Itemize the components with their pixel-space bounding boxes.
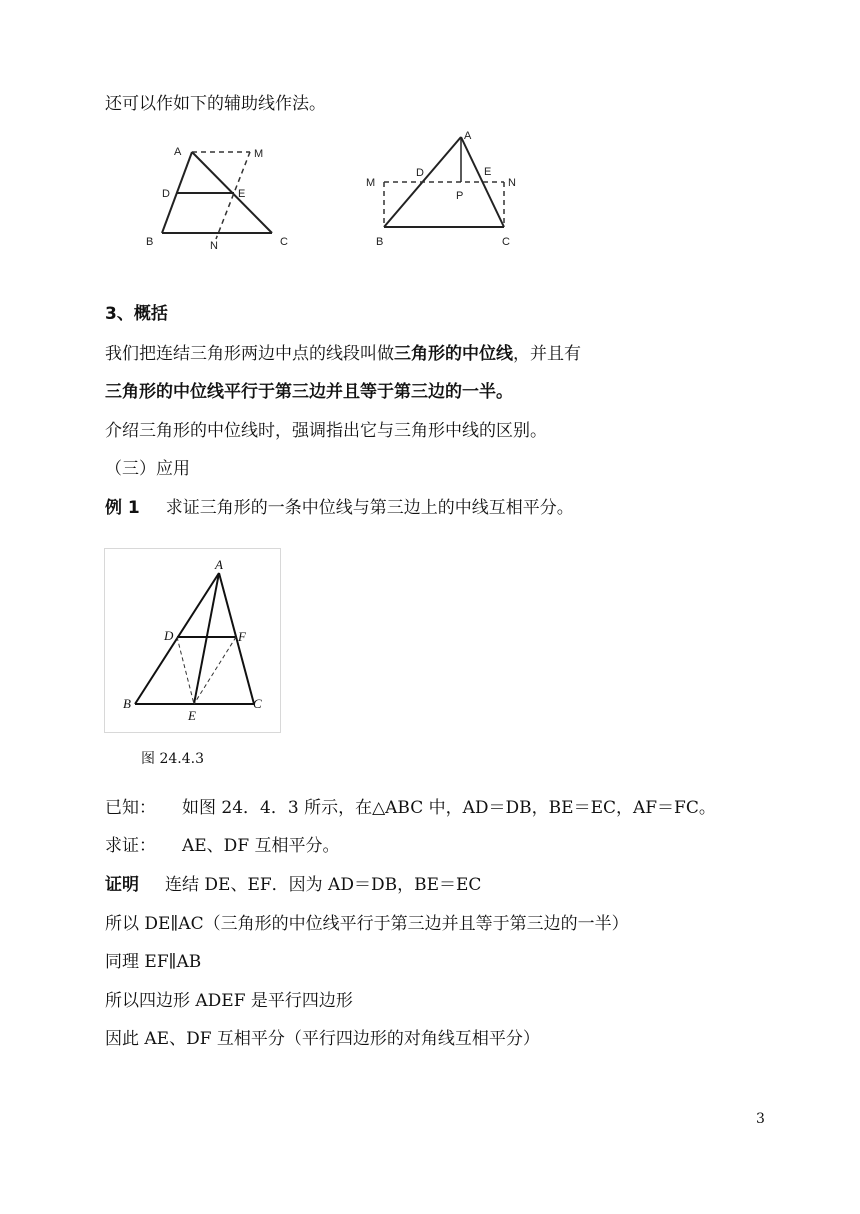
label-F: F bbox=[238, 629, 246, 644]
label-C: C bbox=[253, 696, 262, 711]
application-heading: （三）应用 bbox=[105, 459, 190, 479]
label-D: D bbox=[416, 167, 424, 179]
given-label: 已知： bbox=[105, 798, 156, 818]
label-E: E bbox=[238, 188, 246, 200]
proof-label: 证明 bbox=[105, 875, 139, 895]
label-C: C bbox=[502, 236, 510, 248]
summary-line-1-post: ，并且有 bbox=[513, 344, 581, 364]
given-line bbox=[105, 796, 716, 820]
prove-text: AE、DF 互相平分。 bbox=[182, 836, 340, 856]
example-text: 求证三角形的一条中位线与第三边上的中线互相平分。 bbox=[165, 498, 574, 518]
proof-line-5: 因此 AE、DF 互相平分（平行四边形的对角线互相平分） bbox=[105, 1029, 540, 1049]
summary-line-1-bold: 三角形的中位线 bbox=[394, 344, 513, 364]
proof-text-1: 连结 DE、EF．因为 AD＝DB，BE＝EC bbox=[165, 875, 482, 895]
label-P: P bbox=[456, 190, 464, 202]
prove-line bbox=[105, 834, 340, 858]
label-C: C bbox=[280, 236, 288, 248]
auxiliary-line-figure-2 bbox=[360, 125, 530, 255]
proof-line-1 bbox=[105, 873, 481, 897]
figure-24-4-3 bbox=[104, 548, 282, 734]
label-B: B bbox=[123, 696, 131, 711]
given-text: 如图 24．4．3 所示，在△ABC 中，AD＝DB，BE＝EC，AF＝FC。 bbox=[182, 798, 716, 818]
label-M: M bbox=[254, 148, 264, 160]
summary-line-3: 介绍三角形的中位线时，强调指出它与三角形中线的区别。 bbox=[105, 421, 547, 441]
figure-caption: 图 24.4.3 bbox=[141, 751, 204, 767]
label-E: E bbox=[188, 708, 196, 723]
label-A: A bbox=[215, 557, 223, 572]
label-M: M bbox=[366, 177, 376, 189]
summary-line-1 bbox=[105, 342, 581, 366]
summary-line-2: 三角形的中位线平行于第三边并且等于第三边的一半。 bbox=[105, 382, 513, 402]
intro-text: 还可以作如下的辅助线作法。 bbox=[105, 94, 326, 114]
label-E: E bbox=[484, 166, 492, 178]
proof-line-2: 所以 DE∥AC（三角形的中位线平行于第三边并且等于第三边的一半） bbox=[105, 914, 629, 934]
label-A: A bbox=[174, 146, 182, 158]
prove-label: 求证： bbox=[105, 836, 156, 856]
proof-line-3: 同理 EF∥AB bbox=[105, 952, 202, 972]
label-D: D bbox=[164, 628, 174, 643]
label-D: D bbox=[162, 188, 170, 200]
label-B: B bbox=[146, 236, 154, 248]
label-N: N bbox=[210, 240, 218, 252]
summary-line-1-pre: 我们把连结三角形两边中点的线段叫做 bbox=[105, 344, 394, 364]
label-N: N bbox=[508, 177, 516, 189]
label-B: B bbox=[376, 236, 384, 248]
example-1 bbox=[105, 496, 574, 520]
page-number: 3 bbox=[756, 1111, 765, 1127]
proof-line-4: 所以四边形 ADEF 是平行四边形 bbox=[105, 991, 353, 1011]
auxiliary-line-figure-1 bbox=[140, 135, 300, 255]
label-A: A bbox=[464, 130, 472, 142]
section-3-heading: 3、概括 bbox=[105, 304, 168, 324]
example-label: 例 1 bbox=[105, 498, 140, 518]
